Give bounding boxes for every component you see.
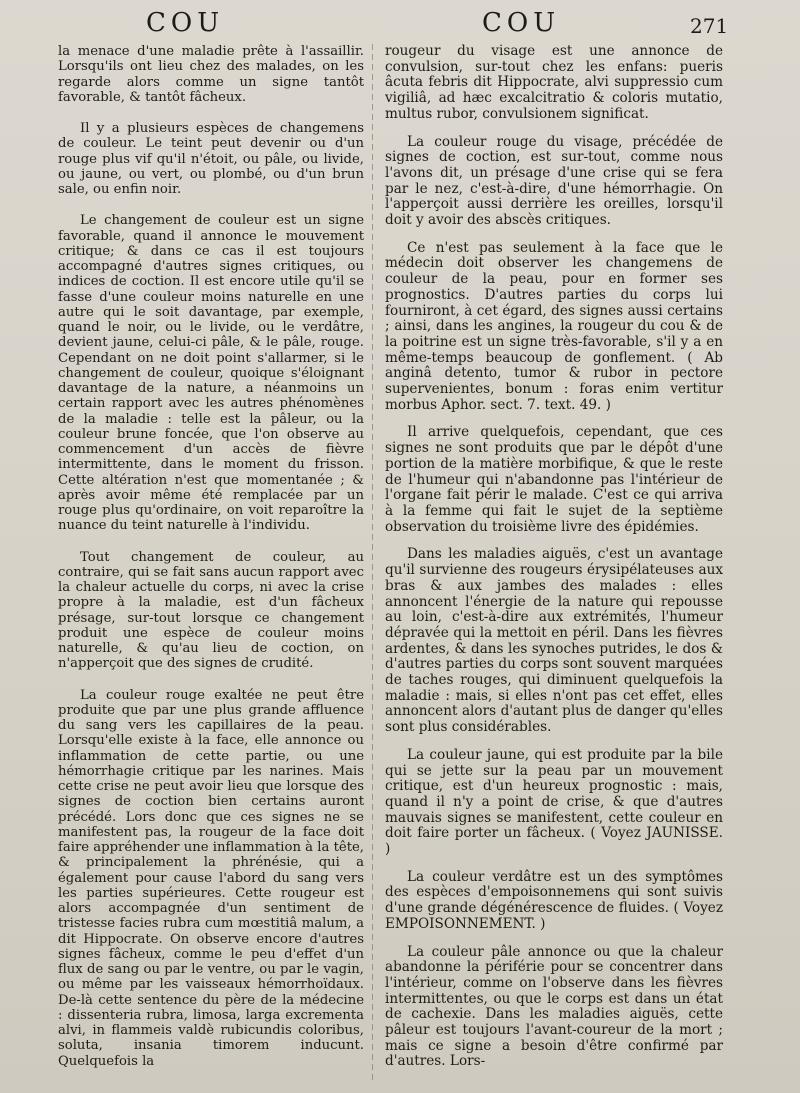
header-left-word: COU [146,8,225,38]
paragraph: La couleur rouge exaltée ne peut être produite que par une plus grande affluence du sang vers les capillaires de la peau. Lorsqu'elle existe à la face, elle annonce ou inflammation de cette partie, ou une hémorrhagie critique par les narines. Mais cette crise ne peut avoir lieu que lorsque des signes de coction bien certains auront précédé. Lors donc que ces signes ne se manifestent pas, la rougeur de la face doit faire appréhender une inflammation à la tête, & principalement la phrénésie, qui a également pour cause l'abord du sang vers les parties supérieures. Cette rougeur est alors accompagnée d'un sentiment de tristesse facies rubra cum mœstitiâ malum, a dit Hippocrate. On observe encore d'autres signes fâcheux, comme le peu d'effet d'un flux de sang ou par le ventre, ou par le vagin, ou même par les vaisseaux hémorrhoïdaux. De-là cette sentence du père de la médecine : dissenteria rubra, limosa, larga excrementa alvi, in flammeis valdè rubicundis coloribus, soluta, insania timorem inducunt. Quelquefois la [58,687,364,1069]
paragraph: Dans les maladies aiguës, c'est un avantage qu'il survienne des rougeurs érysipélateuses aux bras & aux jambes des malades : elles annoncent l'énergie de la nature qui repousse au loin, c'est-à-dire aux extrémités, l'humeur dépravée qui la mettoit en péril. Dans les fièvres ardentes, & dans les synoches putrides, le dos & d'autres parties du corps sont souvent marquées de taches rouges, qui diminuent quelquefois la maladie : mais, si elles n'ont pas cet effet, elles annoncent alors d'autant plus de danger qu'elles sont plus considérables. [385,546,723,736]
left-column [58,44,364,1085]
paragraph: rougeur du visage est une annonce de convulsion, sur-tout chez les enfans: pueris âcuta febris dit Hippocrate, alvi suppressio cum vigiliâ, ad hæc excalcitratio & coloris mutatio, multus rubor, convulsionem significat. [385,43,723,122]
paragraph: Le changement de couleur est un signe favorable, quand il annonce le mouvement critique; & dans ce cas il est toujours accompagné d'autres signes critiques, ou indices de coction. Il est encore utile qu'il se fasse d'une couleur moins naturelle en une autre qui le soit davantage, par exemple, quand le noir, ou le livide, ou le verdâtre, devient jaune, celui-ci pâle, & le pâle, rouge. Cependant on ne doit point s'allarmer, si le changement de couleur, quoique s'éloignant davantage de la nature, a néanmoins un certain rapport avec les autres phénomènes de la maladie : telle est la pâleur, ou la couleur brune foncée, que l'on observe au commencement d'un accès de fièvre intermittente, dans le moment du frisson. Cette altération n'est que momentanée ; & après avoir même été remplacée par un rouge plus qu'ordinaire, on voit reparoître la nuance du teint naturelle à l'individu. [58,213,364,534]
paragraph: Il arrive quelquefois, cependant, que ces signes ne sont produits que par le dépôt d'une portion de la matière morbifique, & que le reste de l'humeur qui n'abandonne pas l'intérieur de l'organe fait périr le malade. C'est ce qui arriva à la femme qui fait le sujet de la septième observation du troisième livre des épidémies. [385,424,723,535]
paragraph: Il y a plusieurs espèces de changemens de couleur. Le teint peut devenir ou d'un rouge plus vif qu'il n'étoit, ou pâle, ou livide, ou jaune, ou vert, ou plombé, ou d'un brun sale, ou enfin noir. [58,121,364,197]
page-number: 271 [690,14,729,38]
paragraph: La couleur verdâtre est un des symptômes des espèces d'empoisonnemens qui sont suivis d'une grande dégénérescence de fluides. ( Voyez EMPOISONNEMENT. ) [385,868,723,932]
paragraph: Ce n'est pas seulement à la face que le médecin doit observer les changemens de couleur de la peau, pour en former ses prognostics. D'autres parties du corps lui fourniront, à cet égard, des signes aussi certains ; ainsi, dans les angines, la rougeur du cou & de la poitrine est un signe très-favorable, s'il y a en même-temps beaucoup de gonflement. ( Ab anginâ detento, tumor & rubor in pectore supervenientes, bonum : foras enim vertitur morbus Aphor. sect. 7. text. 49. ) [385,239,723,413]
paragraph: Tout changement de couleur, au contraire, qui se fait sans aucun rapport avec la chaleur actuelle du corps, ni avec la crise propre à la maladie, est d'un fâcheux présage, sur-tout lorsque ce changement produit une espèce de couleur moins naturelle, & qu'au lieu de coction, on n'apperçoit que des signes de crudité. [58,549,364,672]
paragraph: la menace d'une maladie prête à l'assaillir. Lorsqu'ils ont lieu chez des malades, on les regarde alors comme un signe tantôt favorable, & tantôt fâcheux. [58,44,364,105]
paragraph: La couleur pâle annonce ou que la chaleur abandonne la périférie pour se concentrer dans l'intérieur, comme on l'observe dans les fièvres intermittentes, ou que le corps est dans un état de cachexie. Dans les maladies aiguës, cette pâleur est toujours l'avant-coureur de la mort ; mais ce signe a besoin d'être confirmé par d'autres. Lors- [385,943,723,1070]
paragraph: La couleur jaune, qui est produite par la bile qui se jette sur la peau par un mouvement critique, est d'un heureux prognostic : mais, quand il n'y a point de crise, & que d'autres mauvais signes se manifestent, cette couleur en doit faire porter un fâcheux. ( Voyez JAUNISSE. ) [385,746,723,858]
column-divider [372,44,373,1084]
running-header [0,8,800,44]
paragraph: La couleur rouge du visage, précédée de signes de coction, est sur-tout, comme nous l'avons dit, un présage d'une crise qui se fera par le nez, c'est-à-dire, d'une hémorrhagie. On l'apperçoit aussi derrière les oreilles, lorsqu'il doit y avoir des abscès critiques. [385,133,723,229]
right-column [385,44,723,1082]
header-center-word: COU [482,8,561,38]
